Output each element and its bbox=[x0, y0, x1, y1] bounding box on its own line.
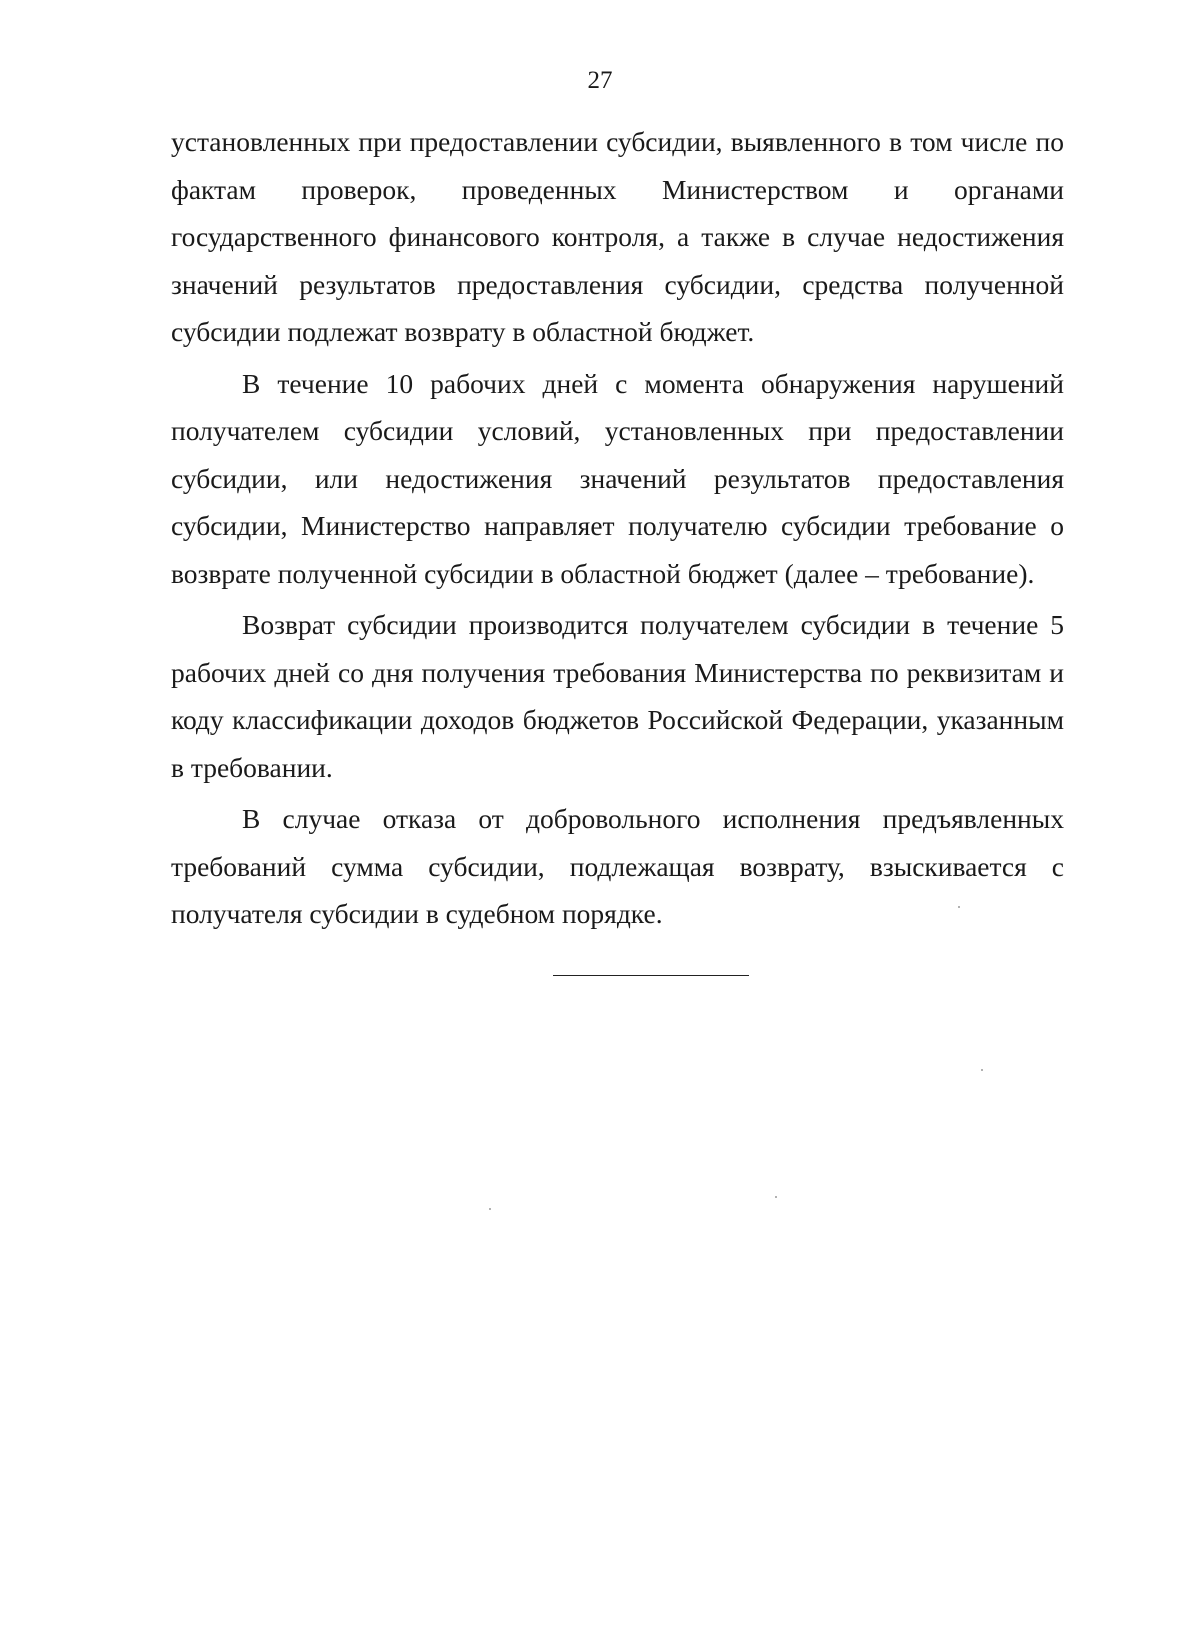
end-separator-line bbox=[553, 975, 749, 976]
document-body bbox=[171, 118, 1064, 942]
scan-speck bbox=[489, 1208, 491, 1210]
scan-speck bbox=[775, 1196, 777, 1198]
scan-speck bbox=[981, 1069, 983, 1071]
paragraph-violation-notice: В течение 10 рабочих дней с момента обнаружения нарушений получателем субсидии условий, установленных при предоставлении субсидии, или недостижения значений результатов предоставления субсидии, Министерство направляет получателю субсидии требование о возврате полученной субсидии в областной бюджет (далее – требование). bbox=[171, 367, 1064, 589]
paragraph-continuation: установленных при предоставлении субсидии, выявленного в том числе по фактам проверок, проведенных Министерством и органами государственного финансового контроля, а также в случае недостижения значений результатов предоставления субсидии, средства полученной субсидии подлежат возврату в областной бюджет. bbox=[171, 126, 1064, 347]
paragraph-refund-procedure: Возврат субсидии производится получателем субсидии в течение 5 рабочих дней со дня получения требования Министерства по реквизитам и коду классификации доходов бюджетов Российской Федерации, указанным в требовании. bbox=[171, 609, 1064, 783]
paragraph-judicial-recovery: В случае отказа от добровольного исполнения предъявленных требований сумма субсидии, подлежащая возврату, взыскивается с получателя субсидии в судебном порядке. bbox=[171, 803, 1064, 929]
page-number: 27 bbox=[587, 67, 613, 94]
scan-speck bbox=[958, 906, 960, 908]
